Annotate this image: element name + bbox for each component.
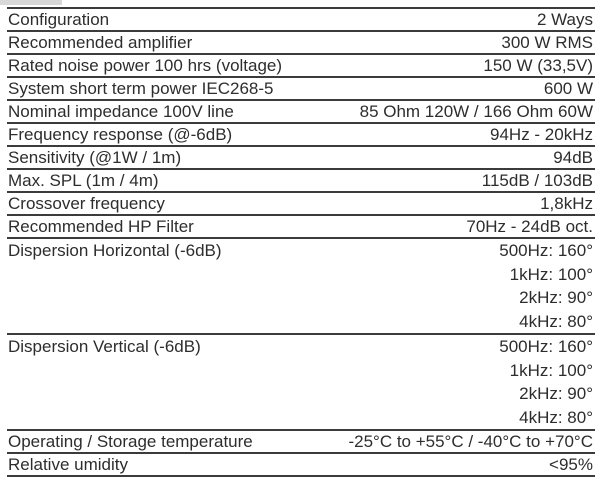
spec-values <box>128 454 595 475</box>
spec-value: 4kHz: 80° <box>519 311 593 331</box>
spec-value: 1,8kHz <box>540 194 593 213</box>
spec-row <box>7 216 595 239</box>
spec-row <box>7 147 595 170</box>
spec-value: 2kHz: 90° <box>519 384 593 403</box>
spec-value: 1kHz: 100° <box>509 264 593 284</box>
spec-value: 2 Ways <box>536 10 593 29</box>
spec-values <box>232 124 595 145</box>
spec-label: Configuration <box>8 10 110 29</box>
spec-label: Recommended amplifier <box>8 33 193 52</box>
spec-value: 500Hz: 160° <box>499 241 593 260</box>
spec-values <box>282 55 595 76</box>
spec-value: <95% <box>549 455 593 474</box>
spec-row <box>7 193 595 216</box>
spec-value: 300 W RMS <box>501 33 593 52</box>
spec-row <box>7 335 595 431</box>
spec-label: Sensitivity (@1W / 1m) <box>8 148 182 167</box>
spec-label: Operating / Storage temperature <box>8 432 253 451</box>
spec-value: 115dB / 103dB <box>481 171 593 190</box>
spec-label: Rated noise power 100 hrs (voltage) <box>8 56 283 75</box>
spec-label: Max. SPL (1m / 4m) <box>8 171 159 190</box>
spec-table <box>7 7 595 477</box>
spec-values <box>201 335 595 429</box>
spec-values <box>159 170 595 191</box>
spec-row <box>7 239 595 335</box>
spec-row <box>7 124 595 147</box>
spec-row <box>7 170 595 193</box>
spec-value: 500Hz: 160° <box>499 337 593 356</box>
spec-values <box>273 78 595 99</box>
spec-label: Dispersion Vertical (-6dB) <box>8 337 201 356</box>
spec-value: -25°C to +55°C / -40°C to +70°C <box>348 432 593 451</box>
spec-row <box>7 55 595 78</box>
spec-label: System short term power IEC268-5 <box>8 79 274 98</box>
spec-row <box>7 78 595 101</box>
spec-values <box>222 239 595 333</box>
spec-value: 94dB <box>553 148 593 167</box>
spec-value: 85 Ohm 120W / 166 Ohm 60W <box>359 102 593 121</box>
spec-row <box>7 9 595 32</box>
spec-value: 70Hz - 24dB oct. <box>466 217 593 236</box>
spec-values <box>109 9 595 30</box>
spec-label: Relative umidity <box>8 455 128 474</box>
spec-label: Frequency response (@-6dB) <box>8 125 233 144</box>
spec-label: Dispersion Horizontal (-6dB) <box>8 241 222 260</box>
spec-values <box>181 147 595 168</box>
spec-values <box>253 431 595 452</box>
spec-value: 94Hz - 20kHz <box>490 125 593 144</box>
spec-row <box>7 431 595 454</box>
spec-value: 600 W <box>543 79 593 98</box>
spec-row <box>7 32 595 55</box>
spec-values <box>192 32 595 53</box>
scan-artifact <box>0 0 62 5</box>
spec-row <box>7 454 595 477</box>
spec-row <box>7 101 595 124</box>
spec-value: 150 W (33,5V) <box>483 56 593 75</box>
spec-value: 2kHz: 90° <box>519 288 593 307</box>
spec-label: Crossover frequency <box>8 194 165 213</box>
spec-values <box>234 101 595 122</box>
spec-label: Nominal impedance 100V line <box>8 102 234 121</box>
spec-label: Recommended HP Filter <box>8 217 194 236</box>
spec-value: 1kHz: 100° <box>509 360 593 380</box>
spec-values <box>194 216 595 237</box>
spec-values <box>165 193 595 214</box>
spec-value: 4kHz: 80° <box>519 407 593 427</box>
